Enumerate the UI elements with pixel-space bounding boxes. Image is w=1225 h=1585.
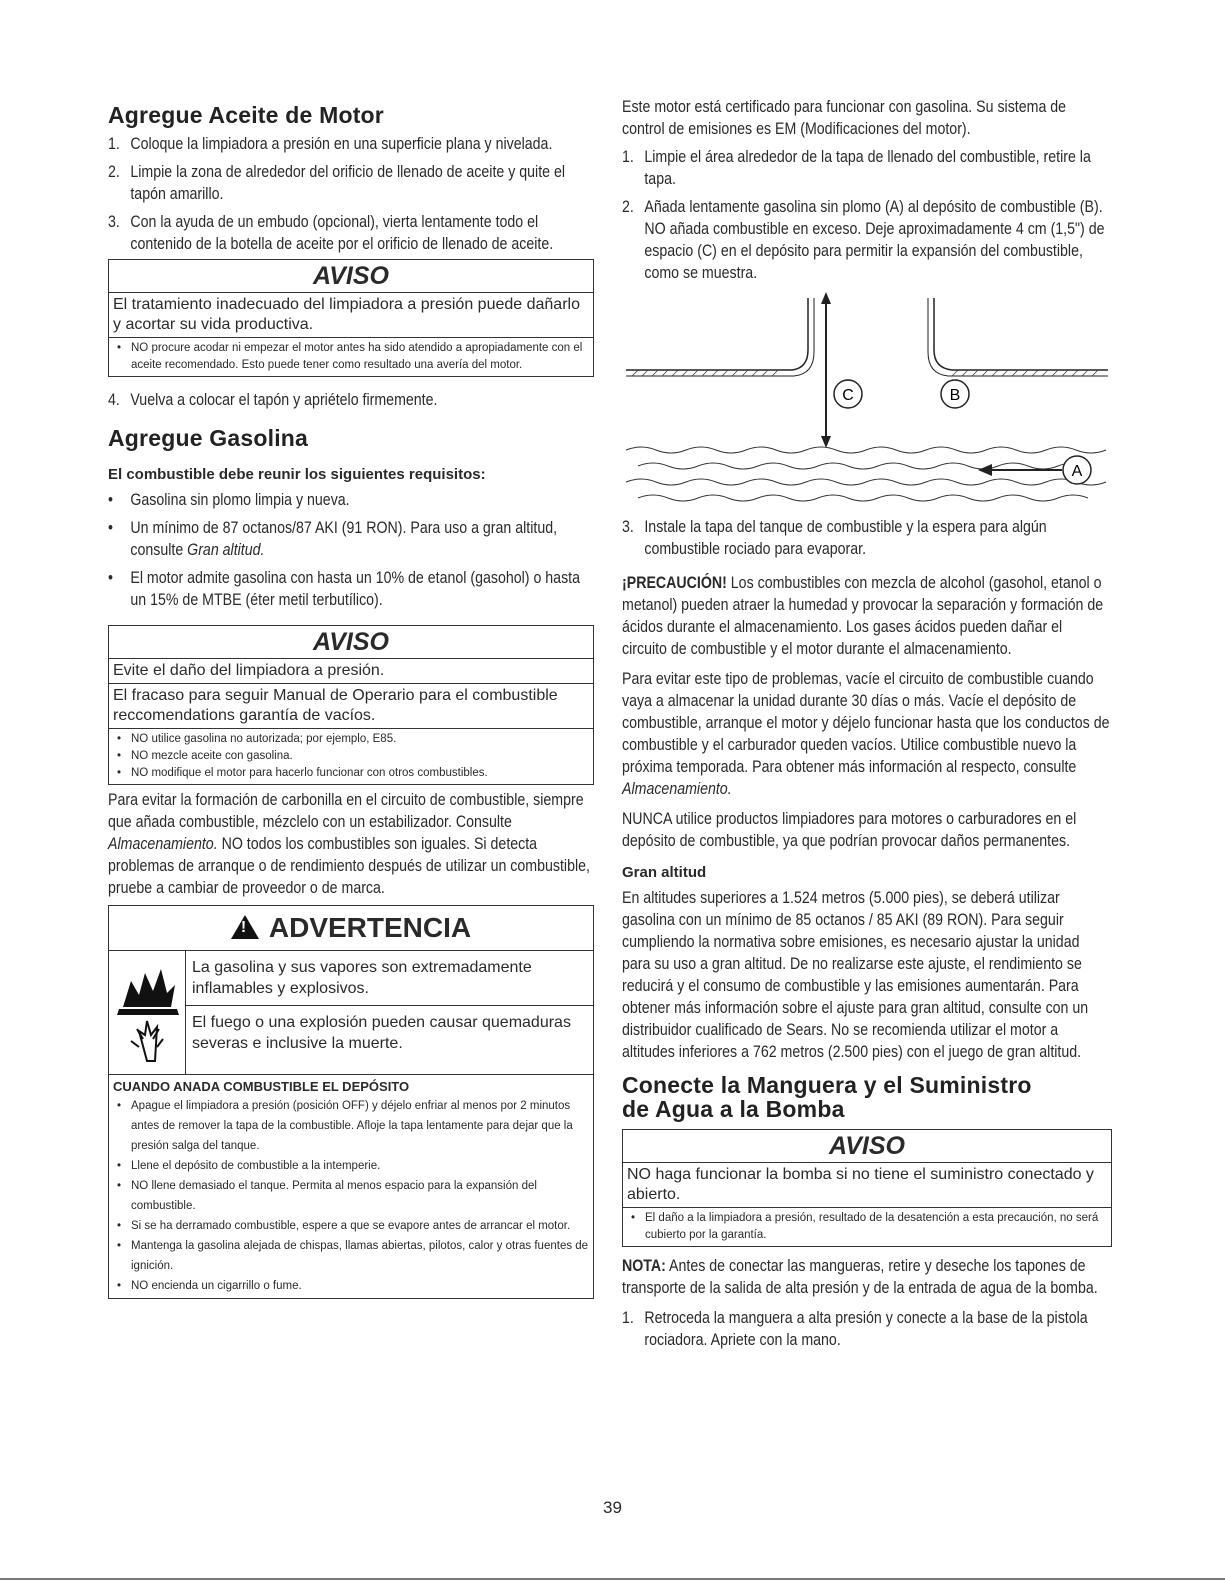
warning-text: El fuego o una explosión pueden causar quemaduras severas e inclusive la muerte. <box>192 1014 571 1052</box>
section-title-gasoline: Agregue Gasolina <box>108 425 309 451</box>
notice-text: El fracaso para seguir Manual de Operario para el combustible reccomendations garantía de vacíos. <box>109 684 593 729</box>
svg-text:A: A <box>1071 463 1083 480</box>
fuel-tank-diagram <box>622 290 1112 512</box>
paragraph: En altitudes superiores a 1.524 metros (5.000 pies), se deberá utilizar gasolina con un mínimo de 85 octanos / 85 AKI (89 RON). Para seguir cumpliendo la normativa sobre emisiones, es necesario ajustar la unidad para su uso a gran altitud. De no realizarse este ajuste, el rendimiento se reducirá y el consumo de combustible y las emisiones aumentarán. Para obtener más información sobre el ajuste para gran altitud, consulte con un distribuidor cualificado de Sears. No se recomienda utilizar el motor a altitudes inferiores a 762 metros (2.500 pies) con el juego de gran altitud. <box>622 889 1089 1061</box>
list-item: • El motor admite gasolina con hasta un 10% de etanol (gasohol) o hasta un 15% de MTBE (éter metil terbutílico). <box>108 569 580 609</box>
notice-box-oil <box>108 259 594 377</box>
high-altitude-title: Gran altitud <box>622 864 707 881</box>
paragraph: Para evitar la formación de carbonilla en el circuito de combustible, siempre que añada combustible, mézclelo con un estabilizador. Consulte Almacenamiento. NO todos los combustibles son iguales. Si detecta problemas de arranque o de rendimiento después de utilizar un combustible, pruebe a cambiar de proveedor o de marca. <box>108 791 590 897</box>
list-item: 3. Instale la tapa del tanque de combustible y la espera para algún combustible rociado para evaporar. <box>622 518 1047 558</box>
svg-text:B: B <box>949 387 961 404</box>
notice-text: NO haga funcionar la bomba si no tiene el suministro conectado y abierto. <box>623 1163 1111 1208</box>
warning-triangle-icon: ! <box>231 915 259 939</box>
notice-title: AVISO <box>109 626 593 659</box>
section-title-oil: Agregue Aceite de Motor <box>108 102 384 128</box>
fire-hazard-icon <box>109 951 185 1069</box>
page-number: 39 <box>603 1498 622 1517</box>
notice-text: El tratamiento inadecuado del limpiadora a presión puede dañarlo y acortar su vida productiva. <box>109 293 593 338</box>
warning-bullet: • NO encienda un cigarrillo o fume. <box>131 1276 589 1296</box>
left-column <box>108 96 594 1303</box>
notice-title: AVISO <box>109 260 593 293</box>
paragraph: NUNCA utilice productos limpiadores para motores o carburadores en el depósito de combustible, ya que podrían provocar daños permanentes. <box>622 810 1077 850</box>
notice-text: Evite el daño del limpiadora a presión. <box>109 659 593 684</box>
svg-text:C: C <box>842 387 854 404</box>
requirements-title: El combustible debe reunir los siguientes requisitos: <box>108 466 486 483</box>
notice-bullet: • El daño a la limpiadora a presión, resultado de la desatención a esta precaución, no será cubierto por la garantía. <box>645 1210 1107 1244</box>
notice-title: AVISO <box>623 1130 1111 1163</box>
section-title-hose: Conecte la Manguera y el Suministro de Agua a la Bomba <box>622 1072 1032 1122</box>
list-item: 2. Limpie la zona de alrededor del orificio de llenado de aceite y quite el tapón amarillo. <box>108 163 566 203</box>
list-item: • Gasolina sin plomo limpia y nueva. <box>108 491 350 509</box>
list-item: 1. Coloque la limpiadora a presión en una superficie plana y nivelada. <box>108 135 553 153</box>
list-item: 1. Limpie el área alrededor de la tapa de llenado del combustible, retire la tapa. <box>622 148 1091 188</box>
warning-title: ! ADVERTENCIA <box>109 906 593 951</box>
paragraph: Este motor está certificado para funcionar con gasolina. Su sistema de control de emisiones es EM (Modificaciones del motor). <box>622 98 1067 138</box>
paragraph: NOTA: Antes de conectar las mangueras, retire y deseche los tapones de transporte de la salida de alta presión y de la entrada de agua de la bomba. <box>622 1257 1098 1297</box>
warning-bullet: • Si se ha derramado combustible, espere a que se evapore antes de arrancar el motor. <box>131 1216 589 1236</box>
notice-bullet: • NO utilice gasolina no autorizada; por ejemplo, E85. <box>131 731 589 748</box>
warning-text: La gasolina y sus vapores son extremadamente inflamables y explosivos. <box>186 951 593 1006</box>
list-item: 4. Vuelva a colocar el tapón y apriételo firmemente. <box>108 391 438 409</box>
warning-bullet: • NO llene demasiado el tanque. Permita al menos espacio para la expansión del combustible. <box>131 1176 589 1216</box>
list-item: 1. Retroceda la manguera a alta presión y conecte a la base de la pistola rociadora. Apriete con la mano. <box>622 1309 1088 1349</box>
list-item: • Un mínimo de 87 octanos/87 AKI (91 RON). Para uso a gran altitud, consulte Gran altitud. <box>108 519 558 559</box>
paragraph: Para evitar este tipo de problemas, vacíe el circuito de combustible cuando vaya a almacenar la unidad durante 30 días o más. Vacíe el depósito de combustible, arranque el motor y déjelo funcionar hasta que los conductos de combustible y el carburador queden vacíos. Utilice combustible nuevo la próxima temporada. Para obtener más información al respecto, consulte Almacenamiento. <box>622 670 1110 798</box>
list-item: 2. Añada lentamente gasolina sin plomo (A) al depósito de combustible (B). NO añada combustible en exceso. Deje aproximadamente 4 cm (1,5") de espacio (C) en el depósito para permitir la expansión del combustible, como se muestra. <box>622 198 1105 282</box>
warning-bullet: • Apague el limpiadora a presión (posición OFF) y déjelo enfriar al menos por 2 minutos antes de remover la tapa de la combustible. Afloje la tapa lentamente para dejar que la presión salga del tanque. <box>131 1096 589 1156</box>
warning-bullet: • Mantenga la gasolina alejada de chispas, llamas abiertas, pilotos, calor y otras fuentes de ignición. <box>131 1236 589 1276</box>
notice-bullet: • NO procure acodar ni empezar el motor antes ha sido atendido a apropiadamente con el aceite recomendado. Esto puede tener como resultado una avería del motor. <box>131 340 589 374</box>
paragraph: ¡PRECAUCIÓN! Los combustibles con mezcla de alcohol (gasohol, etanol o metanol) pueden atraer la humedad y provocar la separación y formación de ácidos durante el almacenamiento. Los gases ácidos pueden dañar el circuito de combustible y el motor durante el almacenamiento. <box>622 574 1104 658</box>
warning-subtitle: CUANDO ANADA COMBUSTIBLE EL DEPÓSITO <box>113 1079 410 1094</box>
notice-bullet: • NO mezcle aceite con gasolina. <box>131 748 589 765</box>
notice-bullet: • NO modifique el motor para hacerlo funcionar con otros combustibles. <box>131 765 589 782</box>
warning-bullet: • Llene el depósito de combustible a la intemperie. <box>131 1156 589 1176</box>
warning-box <box>108 905 594 1299</box>
hazard-icons <box>109 951 186 1074</box>
notice-box-fuel <box>108 625 594 785</box>
notice-box-pump <box>622 1129 1112 1247</box>
right-column <box>622 96 1112 1351</box>
page-edge-line <box>0 1578 1225 1580</box>
list-item: 3. Con la ayuda de un embudo (opcional), vierta lentamente todo el contenido de la botella de aceite por el orificio de llenado de aceite. <box>108 213 554 253</box>
